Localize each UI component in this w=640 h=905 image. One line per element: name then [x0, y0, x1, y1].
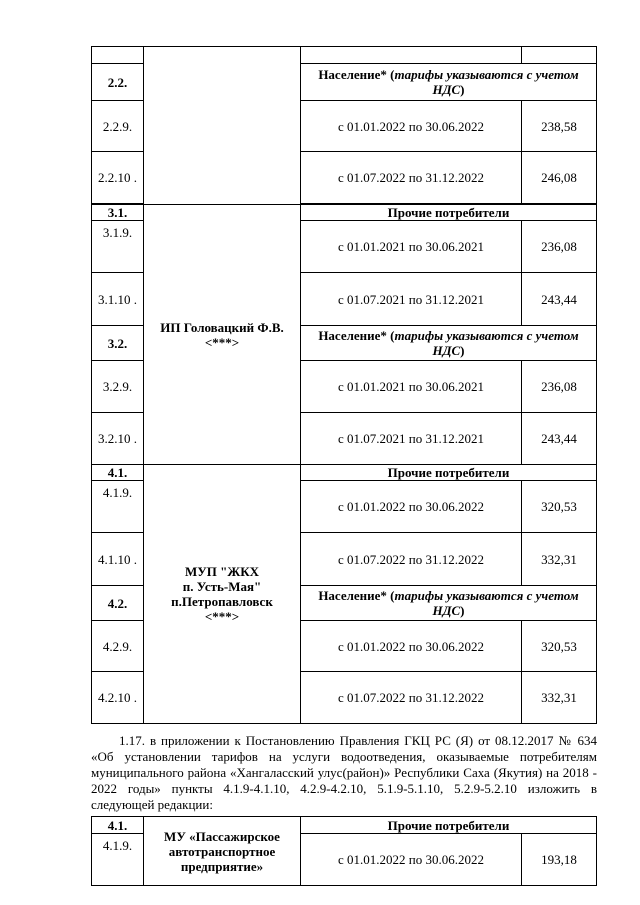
period-cell: с 01.01.2022 по 30.06.2022	[301, 834, 522, 886]
period-cell: с 01.01.2022 по 30.06.2022	[301, 621, 522, 672]
group-header: Прочие потребители	[301, 205, 597, 221]
group-number: 3.2.	[92, 326, 144, 361]
period-cell: с 01.07.2021 по 31.12.2021	[301, 273, 522, 326]
organization-cell: ИП Головацкий Ф.В. <***>	[144, 205, 301, 465]
period-cell: с 01.01.2022 по 30.06.2022	[301, 481, 522, 533]
group-number: 3.1.	[92, 205, 144, 221]
row-number: 4.1.10 .	[92, 533, 144, 586]
org-cell-empty	[144, 47, 301, 205]
period-cell: с 01.07.2022 по 31.12.2022	[301, 672, 522, 724]
row-number: 2.2.9.	[92, 101, 144, 152]
row-number: 4.1.9.	[92, 481, 144, 533]
table-row	[92, 47, 597, 64]
table-row	[92, 205, 597, 221]
value-cell: 332,31	[522, 672, 597, 724]
period-cell: с 01.07.2022 по 31.12.2022	[301, 152, 522, 204]
value-cell: 246,08	[522, 152, 597, 204]
period-cell: с 01.07.2021 по 31.12.2021	[301, 413, 522, 465]
group-number: 2.2.	[92, 64, 144, 101]
organization-cell: МУ «Пассажирское автотранспортное предприятие»	[144, 817, 301, 886]
table-row	[92, 817, 597, 834]
period-cell: с 01.01.2021 по 30.06.2021	[301, 221, 522, 273]
tariff-table-bottom	[91, 816, 597, 886]
value-cell: 243,44	[522, 413, 597, 465]
value-cell: 320,53	[522, 481, 597, 533]
row-number: 3.1.10 .	[92, 273, 144, 326]
group-header: Прочие потребители	[301, 465, 597, 481]
row-number: 4.1.9.	[92, 834, 144, 886]
organization-cell: МУП "ЖКХ п. Усть-Мая" п.Петропавловск <***>	[144, 465, 301, 724]
value-cell: 193,18	[522, 834, 597, 886]
group-number: 4.1.	[92, 817, 144, 834]
value-cell: 320,53	[522, 621, 597, 672]
group-number: 4.1.	[92, 465, 144, 481]
row-number: 3.2.9.	[92, 361, 144, 413]
group-number: 4.2.	[92, 586, 144, 621]
value-cell: 238,58	[522, 101, 597, 152]
group-header: Население* (тарифы указываются с учетом НДС)	[301, 326, 597, 361]
group-header: Прочие потребители	[301, 817, 597, 834]
row-number: 3.2.10 .	[92, 413, 144, 465]
value-cell: 243,44	[522, 273, 597, 326]
value-cell: 332,31	[522, 533, 597, 586]
row-number: 4.2.9.	[92, 621, 144, 672]
group-header: Население* (тарифы указываются с учетом НДС)	[301, 586, 597, 621]
row-number: 3.1.9.	[92, 221, 144, 273]
period-cell: с 01.01.2022 по 30.06.2022	[301, 101, 522, 152]
group-header: Население* (тарифы указываются с учетом НДС)	[301, 64, 597, 101]
amendment-paragraph: 1.17. в приложении к Постановлению Правления ГКЦ РС (Я) от 08.12.2017 № 634 «Об установлении тарифов на услуги водоотведения, оказываемые потребителям муниципального района «Хангаласский улус(район)» Республики Саха (Якутия) на 2018 - 2022 годы» пункты 4.1.9-4.1.10, 4.2.9-4.2.10, 5.1.9-5.1.10, 5.2.9-5.2.10 изложить в следующей редакции:	[91, 733, 597, 812]
tariff-table-top	[91, 46, 597, 724]
value-cell: 236,08	[522, 361, 597, 413]
table-row	[92, 465, 597, 481]
period-cell: с 01.01.2021 по 30.06.2021	[301, 361, 522, 413]
period-cell: с 01.07.2022 по 31.12.2022	[301, 533, 522, 586]
row-number: 2.2.10 .	[92, 152, 144, 204]
row-number: 4.2.10 .	[92, 672, 144, 724]
value-cell: 236,08	[522, 221, 597, 273]
